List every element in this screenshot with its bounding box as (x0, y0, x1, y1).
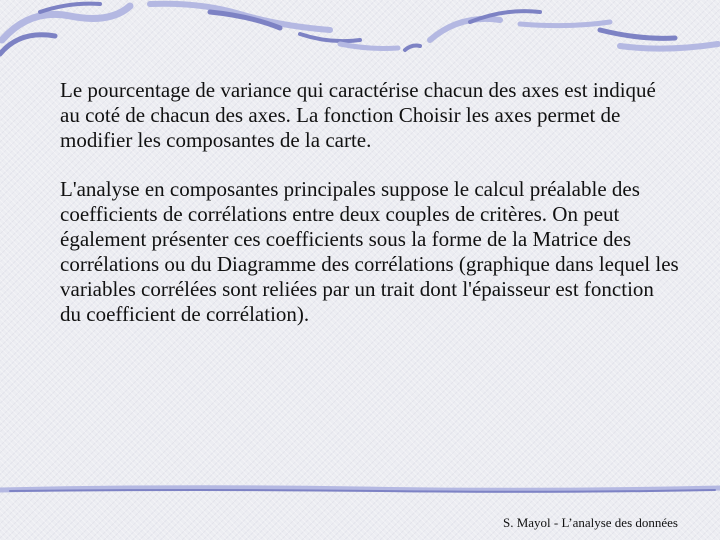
paragraph-variance: Le pourcentage de variance qui caractérise chacun des axes est indiqué au coté de chacun des axes. La fonction Choisir les axes permet de modifier les composantes de la carte. (60, 78, 656, 152)
slide-body (60, 78, 680, 351)
paragraph-acp: L'analyse en composantes principales suppose le calcul préalable des coefficients de corrélations entre deux couples de critères. On peut également présenter ces coefficients sous la forme de la Matrice des corrélations ou du Diagramme des corrélations (graphique dans lequel les variables corrélées sont reliées par un trait dont l'épaisseur est fonction du coefficient de corrélation). (60, 177, 679, 326)
footer-credit: S. Mayol - L’analyse des données (503, 515, 678, 530)
bottom-divider (0, 482, 720, 498)
top-wave-decoration (0, 0, 720, 66)
